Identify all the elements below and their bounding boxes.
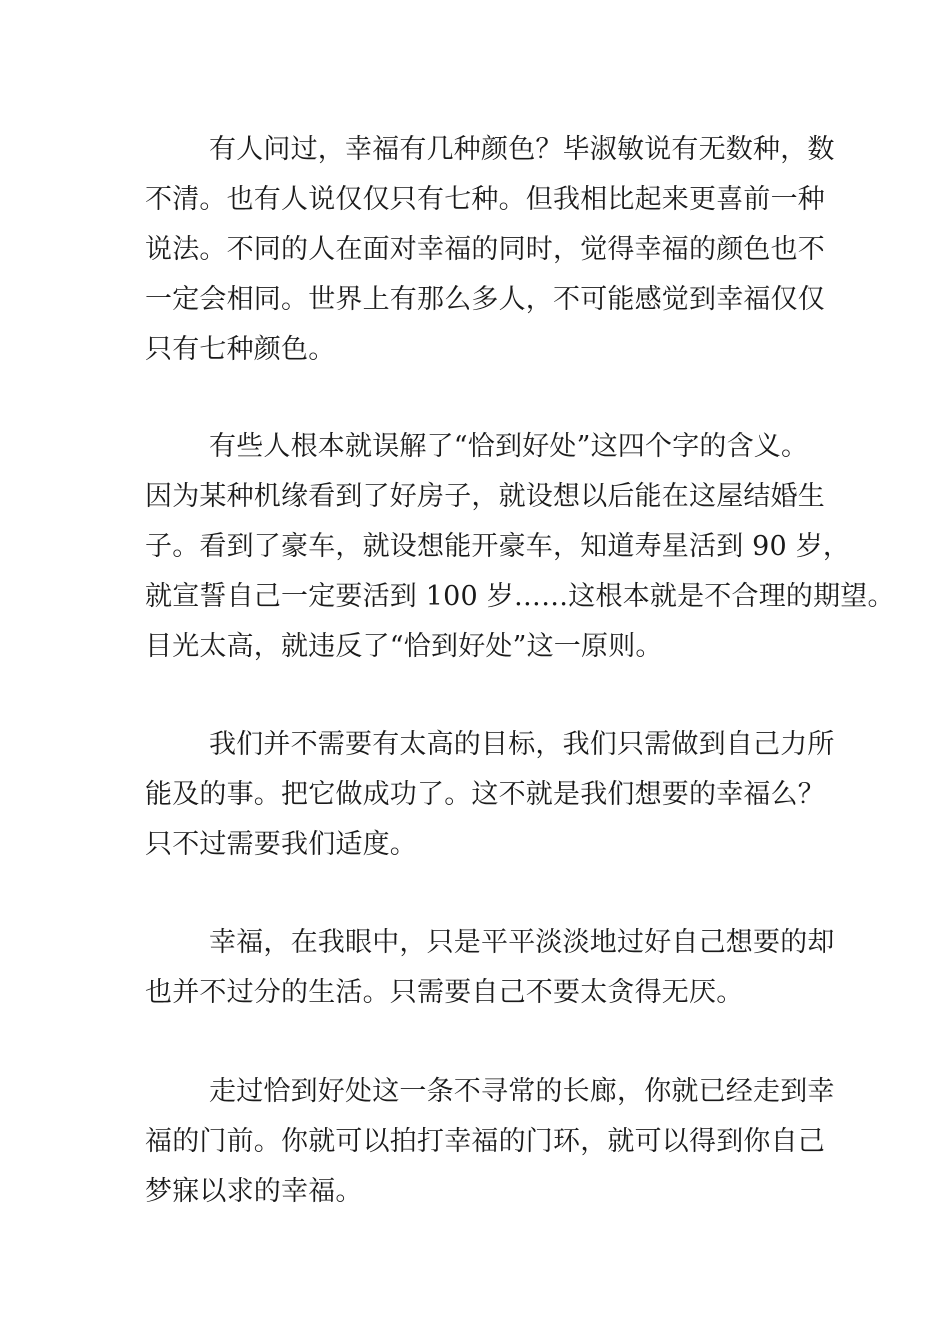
paragraph-4-line-2: 也并不过分的生活。只需要自己不要太贪得无厌。	[145, 977, 744, 1008]
paragraph-2-line-1: 有些人根本就误解了“恰到好处”这四个字的含义。	[209, 431, 809, 462]
paragraph-3-line-2: 能及的事。把它做成功了。这不就是我们想要的幸福么？	[145, 779, 825, 810]
paragraph-1-line-1: 有人问过，幸福有几种颜色？毕淑敏说有无数种，数	[209, 134, 835, 165]
paragraph-4-line-1: 幸福，在我眼中，只是平平淡淡地过好自己想要的却	[209, 927, 835, 958]
paragraph-5-line-2: 福的门前。你就可以拍打幸福的门环，就可以得到你自己	[145, 1126, 825, 1157]
paragraph-1-line-5: 只有七种颜色。	[145, 334, 336, 365]
paragraph-5-line-3: 梦寐以求的幸福。	[145, 1176, 363, 1207]
paragraph-1-line-2: 不清。也有人说仅仅只有七种。但我相比起来更喜前一种	[145, 184, 825, 215]
paragraph-2-line-2: 因为某种机缘看到了好房子，就设想以后能在这屋结婚生	[145, 481, 825, 512]
paragraph-3-line-3: 只不过需要我们适度。	[145, 829, 417, 860]
paragraph-2-line-4: 就宣誓自己一定要活到 100 岁……这根本就是不合理的期望。	[145, 581, 895, 612]
paragraph-5-line-1: 走过恰到好处这一条不寻常的长廊，你就已经走到幸	[209, 1076, 835, 1107]
paragraph-2-line-3: 子。看到了豪车，就设想能开豪车，知道寿星活到 90 岁，	[145, 531, 851, 562]
paragraph-1-line-4: 一定会相同。世界上有那么多人，不可能感觉到幸福仅仅	[145, 284, 825, 315]
paragraph-1-line-3: 说法。不同的人在面对幸福的同时，觉得幸福的颜色也不	[145, 234, 825, 265]
paragraph-3-line-1: 我们并不需要有太高的目标，我们只需做到自己力所	[209, 729, 835, 760]
paragraph-2-line-5: 目光太高，就违反了“恰到好处”这一原则。	[145, 631, 663, 662]
